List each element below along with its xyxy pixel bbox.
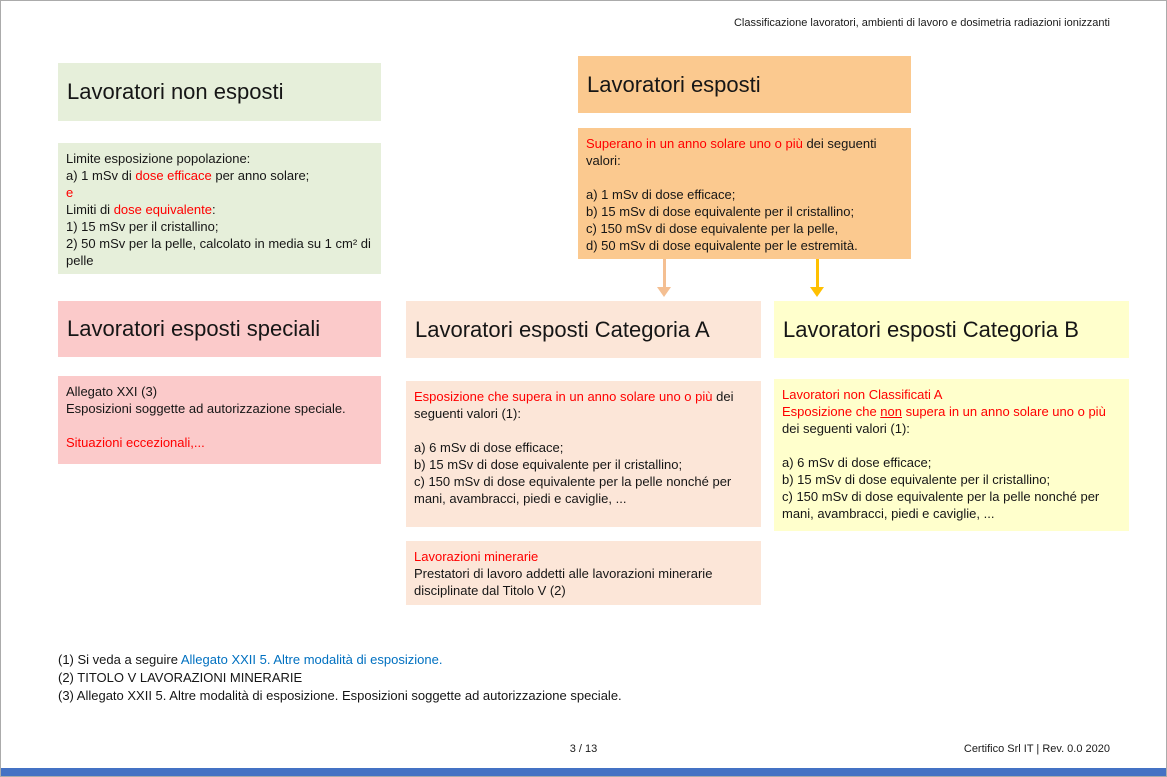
footer-brand: Certifico Srl IT | Rev. 0.0 2020 (963, 743, 1110, 755)
down-arrow-icon (657, 259, 671, 297)
text-segment: a) 1 mSv di (66, 168, 136, 183)
arrow-head (657, 287, 671, 297)
blank-line (414, 422, 753, 439)
speciali-body-box (58, 376, 381, 464)
text-line: Allegato XXI (3) (66, 384, 158, 399)
header-title: Classificazione lavoratori, ambienti di lavoro e dosimetria radiazioni ionizzanti (733, 17, 1110, 29)
text-line: c) 150 mSv di dose equivalente per la pelle, (586, 221, 839, 236)
red-text-segment: Superano in un anno solare uno o più (586, 136, 803, 151)
text-line: a) 6 mSv di dose efficace; (782, 455, 932, 470)
text-segment: : (212, 202, 216, 217)
text-line: Prestatori di lavoro addetti alle lavorazioni minerarie disciplinate dal Titolo V (2) (414, 566, 713, 598)
text-segment: dei seguenti valori: (586, 136, 877, 168)
footer-accent-bar (1, 768, 1166, 776)
red-text-segment: supera in un anno solare uno o più (901, 404, 1106, 419)
non-esposti-body-box (58, 143, 381, 274)
text-segment: dei seguenti valori (1): (782, 421, 910, 436)
categoria-b-body-box (774, 379, 1129, 531)
categoria-a-body-box (406, 381, 761, 527)
esposti-body-box (578, 128, 911, 259)
text-line: Limite esposizione popolazione: (66, 151, 251, 166)
page-number: 3 / 13 (569, 743, 598, 755)
footnote-link-allegato-xxii[interactable]: Allegato XXII 5. Altre modalità di esposizione. (180, 652, 443, 667)
text-line: b) 15 mSv di dose equivalente per il cristallino; (414, 457, 683, 472)
non-esposti-title-box: Lavoratori non esposti (58, 63, 381, 121)
text-line: b) 15 mSv di dose equivalente per il cristallino; (586, 204, 855, 219)
text-line: Esposizioni soggette ad autorizzazione speciale. (66, 401, 346, 416)
red-text-segment: Esposizione che supera in un anno solare uno o più (414, 389, 713, 404)
red-text-line: Lavorazioni minerarie (414, 549, 539, 564)
red-text-segment: dose equivalente (113, 202, 212, 217)
text-line: b) 15 mSv di dose equivalente per il cristallino; (782, 472, 1051, 487)
text-line: 2) 50 mSv per la pelle, calcolato in media su 1 cm² di pelle (66, 236, 371, 268)
footnote-1 (58, 651, 622, 669)
blank-line (66, 417, 373, 434)
text-line: c) 150 mSv di dose equivalente per la pelle nonché per mani, avambracci, piedi e caviglie, ... (782, 489, 1100, 521)
red-text-segment: Esposizione che (782, 404, 881, 419)
text-line (586, 135, 903, 169)
arrow-shaft (663, 259, 666, 287)
arrow-head (810, 287, 824, 297)
text-segment: Limiti di (66, 202, 114, 217)
red-text-segment: dose efficace (135, 168, 212, 183)
red-underlined-segment: non (880, 404, 902, 419)
text-line (782, 403, 1121, 437)
esposti-title-box: Lavoratori esposti (578, 56, 911, 113)
red-text-line: e (66, 185, 74, 200)
arrow-shaft (816, 259, 819, 287)
footnotes (58, 651, 622, 705)
text-segment: per anno solare; (211, 168, 310, 183)
lavorazioni-minerarie-box (406, 541, 761, 605)
text-line: a) 6 mSv di dose efficace; (414, 440, 564, 455)
text-segment: (1) Si veda a seguire (58, 652, 181, 667)
text-line (66, 201, 373, 218)
text-line (66, 167, 373, 184)
text-line: a) 1 mSv di dose efficace; (586, 187, 736, 202)
down-arrow-icon (810, 259, 824, 297)
text-segment: dei seguenti valori (1): (414, 389, 734, 421)
red-text-line: Situazioni eccezionali,... (66, 435, 205, 450)
text-line (414, 388, 753, 422)
categoria-a-title-box: Lavoratori esposti Categoria A (406, 301, 761, 358)
text-line: d) 50 mSv di dose equivalente per le estremità. (586, 238, 858, 253)
footnote-2: (2) TITOLO V LAVORAZIONI MINERARIE (58, 670, 303, 685)
categoria-b-title-box: Lavoratori esposti Categoria B (774, 301, 1129, 358)
speciali-title-box: Lavoratori esposti speciali (58, 301, 381, 357)
red-text-line: Lavoratori non Classificati A (782, 387, 943, 402)
blank-line (782, 437, 1121, 454)
footnote-3: (3) Allegato XXII 5. Altre modalità di esposizione. Esposizioni soggette ad autorizzazione speciale. (58, 688, 622, 703)
text-line: c) 150 mSv di dose equivalente per la pelle nonché per mani, avambracci, piedi e caviglie, ... (414, 474, 732, 506)
blank-line (586, 169, 903, 186)
text-line: 1) 15 mSv per il cristallino; (66, 219, 219, 234)
